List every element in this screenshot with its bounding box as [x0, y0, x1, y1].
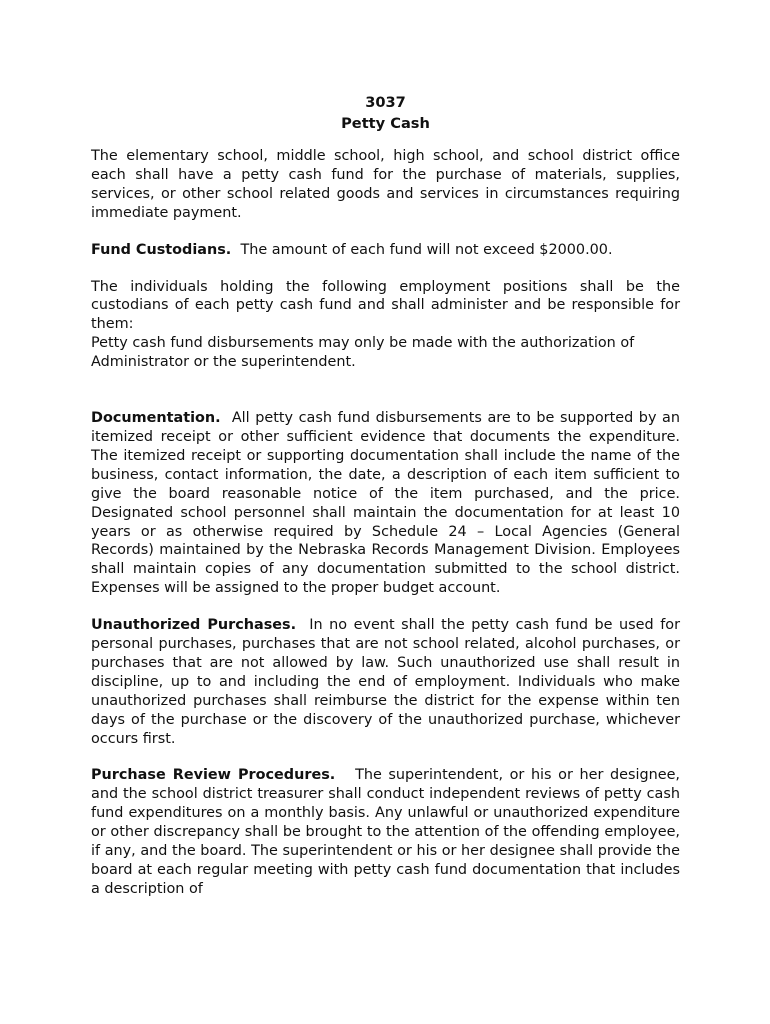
custodians-paragraph: The individuals holding the following employment positions shall be the custodians of each petty cash fund and shall administer and be responsible for them:: [91, 278, 680, 333]
policy-document: [91, 92, 680, 917]
page-title: Petty Cash: [341, 115, 430, 132]
purchase-review-text: The superintendent, or his or her designee, and the school district treasurer shall conduct independent reviews of petty cash fund expenditures on a monthly basis. Any unlawful or unauthorized expenditure or other discrepancy shall be brought to the attention of the offending employee, if any, and the board. The superintendent or his or her designee shall provide the board at each regular meeting with petty cash fund documentation that includes a description of: [91, 767, 680, 897]
fund-custodians-text: The amount of each fund will not exceed $2000.00.: [240, 241, 613, 258]
documentation-heading: Documentation.: [91, 410, 221, 427]
documentation-text: All petty cash fund disbursements are to be supported by an itemized receipt or other sufficient evidence that documents the expenditure. The itemized receipt or supporting documentation shall include the name of the business, contact information, the date, a description of each item sufficient to give the board reasonable notice of the item purchased, and the price. Designated school personnel shall maintain the documentation for at least 10 years or as otherwise required by Schedule 24 – Local Agencies (General Records) maintained by the Nebraska Records Management Division. Employees shall maintain copies of any documentation submitted to the school district. Expenses will be assigned to the proper budget account.: [91, 410, 680, 597]
fund-custodians-heading: Fund Custodians.: [91, 241, 232, 258]
fund-custodians-paragraph: [91, 241, 680, 260]
disbursement-authorization-paragraph: Petty cash fund disbursements may only be made with the authorization of Administrator or the superintendent.: [91, 335, 635, 371]
policy-number: 3037: [365, 94, 406, 111]
documentation-paragraph: [91, 409, 680, 598]
purchase-review-heading: Purchase Review Procedures.: [91, 767, 336, 784]
unauthorized-purchases-heading: Unauthorized Purchases.: [91, 617, 297, 634]
unauthorized-purchases-paragraph: [91, 616, 680, 748]
intro-paragraph: The elementary school, middle school, high school, and school district office each shall have a petty cash fund for the purchase of materials, supplies, services, or other school related goods and services in circumstances requiring immediate payment.: [91, 148, 680, 221]
purchase-review-paragraph: [91, 766, 680, 898]
unauthorized-purchases-text: In no event shall the petty cash fund be used for personal purchases, purchases that are not school related, alcohol purchases, or purchases that are not allowed by law. Such unauthorized use shall result in discipline, up to and including the end of employment. Individuals who make unauthorized purchases shall reimburse the district for the expense within ten days of the purchase or the discovery of the unauthorized purchase, whichever occurs first.: [91, 617, 680, 747]
